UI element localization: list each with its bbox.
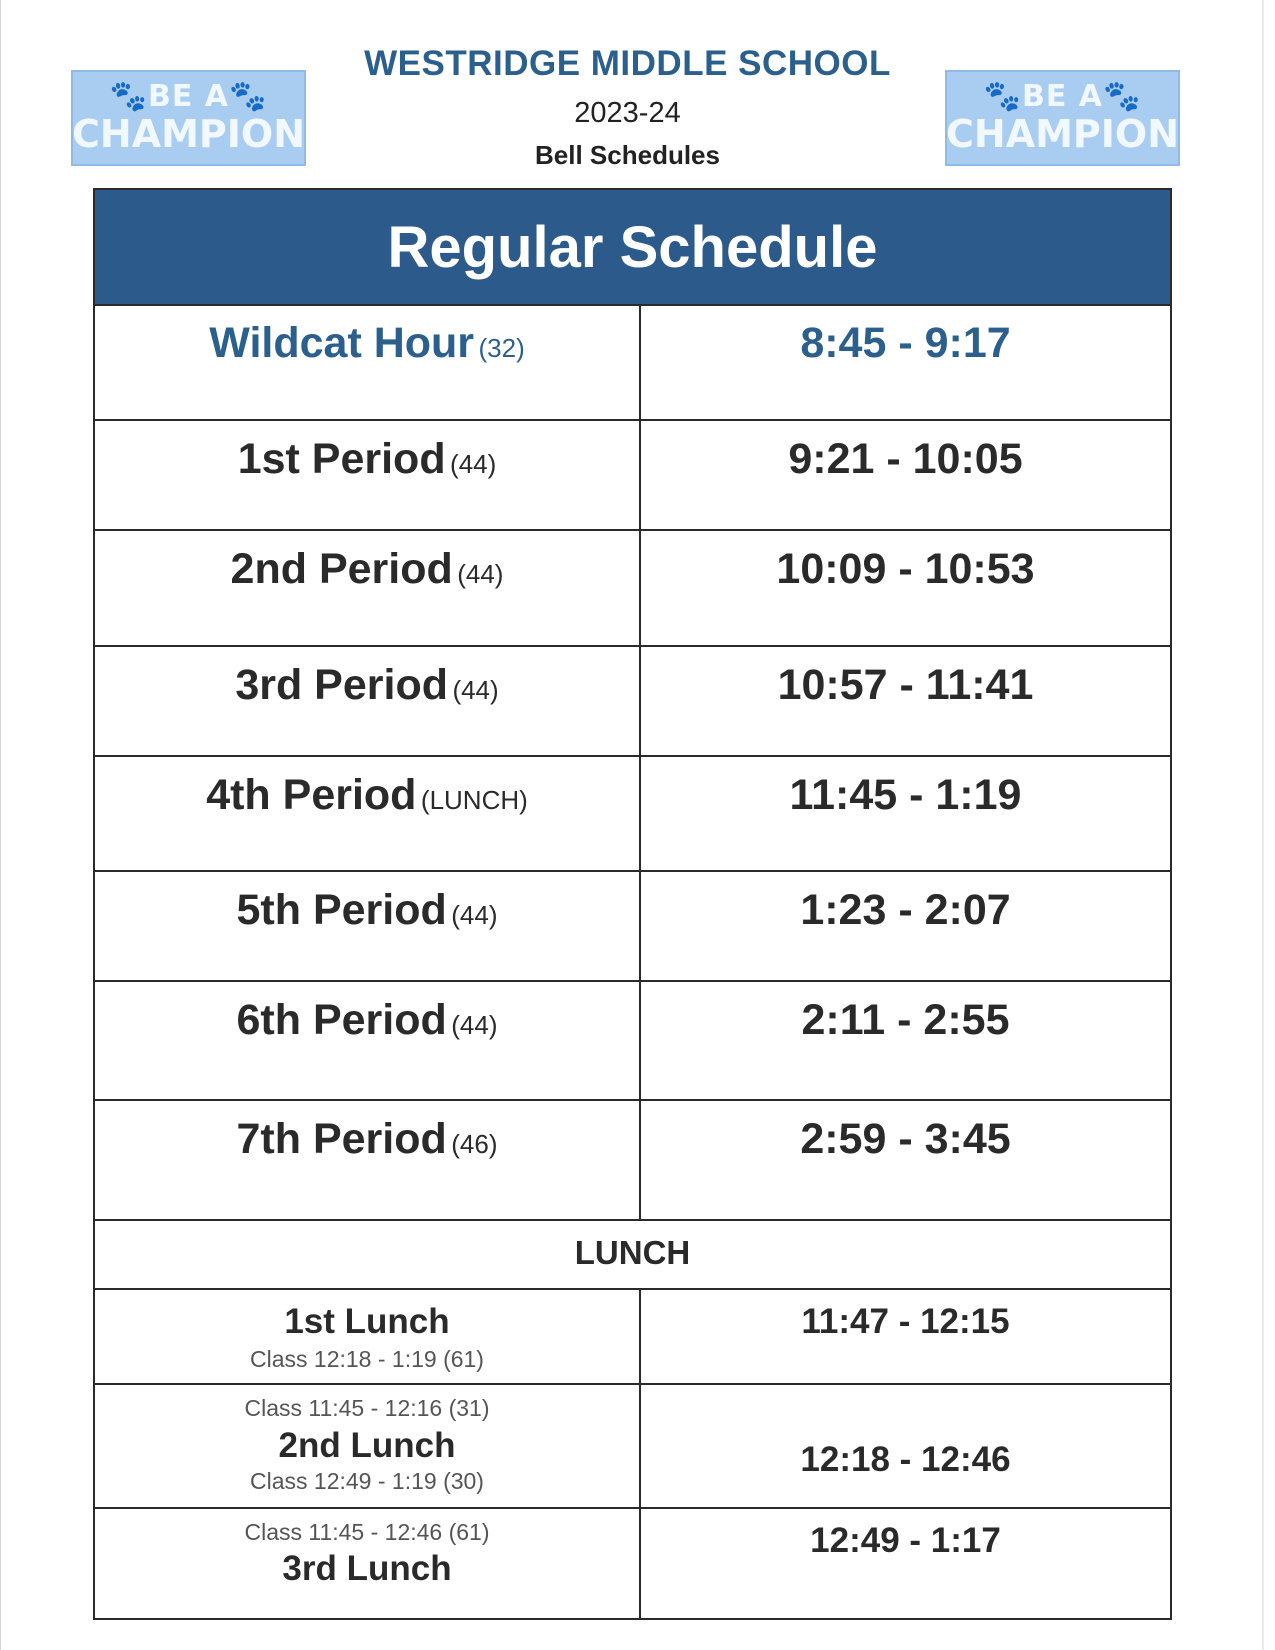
- period-name: 3rd Period: [235, 661, 448, 709]
- lunch-row-3: [95, 1509, 1170, 1618]
- period-name: 7th Period: [236, 1115, 447, 1163]
- paw-icon: 🐾: [229, 79, 268, 114]
- schedule-title: Regular Schedule: [95, 190, 1170, 306]
- period-name: 1st Period: [237, 435, 446, 483]
- lunch-header-row: [95, 1221, 1170, 1290]
- paw-icon: 🐾: [109, 79, 148, 114]
- period-time: 10:09 - 10:53: [776, 545, 1035, 593]
- period-time: 1:23 - 2:07: [800, 886, 1011, 934]
- schedule-row-period-6: [95, 982, 1170, 1101]
- page-edge-right: [1262, 0, 1264, 1650]
- schedule-table: [93, 188, 1172, 1620]
- lunch-header: LUNCH: [574, 1234, 691, 1271]
- period-duration: (44): [452, 675, 499, 705]
- lunch-name: 3rd Lunch: [282, 1549, 452, 1588]
- period-time: 10:57 - 11:41: [777, 661, 1034, 709]
- period-time: 8:45 - 9:17: [800, 319, 1011, 367]
- schedule-row-period-4: [95, 757, 1170, 872]
- period-time: 2:11 - 2:55: [801, 996, 1010, 1044]
- schedule-row-period-3: [95, 647, 1170, 757]
- schedule-row-period-2: [95, 531, 1170, 647]
- lunch-name: 2nd Lunch: [278, 1426, 456, 1465]
- period-duration: (LUNCH): [420, 785, 528, 815]
- paw-icon: 🐾: [983, 79, 1022, 114]
- period-name: 4th Period: [206, 771, 417, 819]
- schedule-row-wildcat-hour: [95, 306, 1170, 421]
- lunch-time: 11:47 - 12:15: [801, 1302, 1010, 1341]
- period-duration: (44): [451, 1010, 498, 1040]
- lunch-row-2: [95, 1385, 1170, 1509]
- school-name: WESTRIDGE MIDDLE SCHOOL: [364, 44, 891, 83]
- lunch-name: 1st Lunch: [284, 1302, 450, 1341]
- logo-line1: BE A: [1021, 79, 1104, 114]
- school-year: 2023-24: [574, 97, 681, 129]
- lunch-row-1: [95, 1290, 1170, 1385]
- lunch-class-after: Class 12:18 - 1:19 (61): [250, 1346, 484, 1372]
- lunch-time: 12:18 - 12:46: [800, 1440, 1011, 1479]
- schedule-row-period-7: [95, 1101, 1170, 1221]
- period-duration: (44): [457, 559, 504, 589]
- period-duration: (32): [478, 333, 525, 363]
- period-name: 5th Period: [236, 886, 447, 934]
- paw-icon: 🐾: [1103, 79, 1142, 114]
- logo-line1: BE A: [147, 79, 230, 114]
- period-duration: (46): [451, 1129, 498, 1159]
- period-name: 2nd Period: [230, 545, 453, 593]
- period-time: 2:59 - 3:45: [800, 1115, 1011, 1163]
- lunch-time: 12:49 - 1:17: [810, 1521, 1001, 1560]
- lunch-class-after: Class 12:49 - 1:19 (30): [250, 1468, 484, 1494]
- period-name: 6th Period: [236, 996, 447, 1044]
- document-subtitle: Bell Schedules: [535, 140, 720, 170]
- period-time: 11:45 - 1:19: [789, 771, 1022, 819]
- period-time: 9:21 - 10:05: [788, 435, 1023, 483]
- period-name: Wildcat Hour: [209, 319, 475, 367]
- logo-line2: CHAMPION: [72, 112, 306, 156]
- lunch-class-before: Class 11:45 - 12:46 (61): [244, 1519, 490, 1545]
- page-edge-left: [0, 0, 1, 1650]
- logo-line2: CHAMPION: [946, 112, 1180, 156]
- schedule-row-period-1: [95, 421, 1170, 531]
- schedule-row-period-5: [95, 872, 1170, 982]
- period-duration: (44): [451, 900, 498, 930]
- lunch-class-before: Class 11:45 - 12:16 (31): [244, 1395, 490, 1421]
- period-duration: (44): [450, 449, 497, 479]
